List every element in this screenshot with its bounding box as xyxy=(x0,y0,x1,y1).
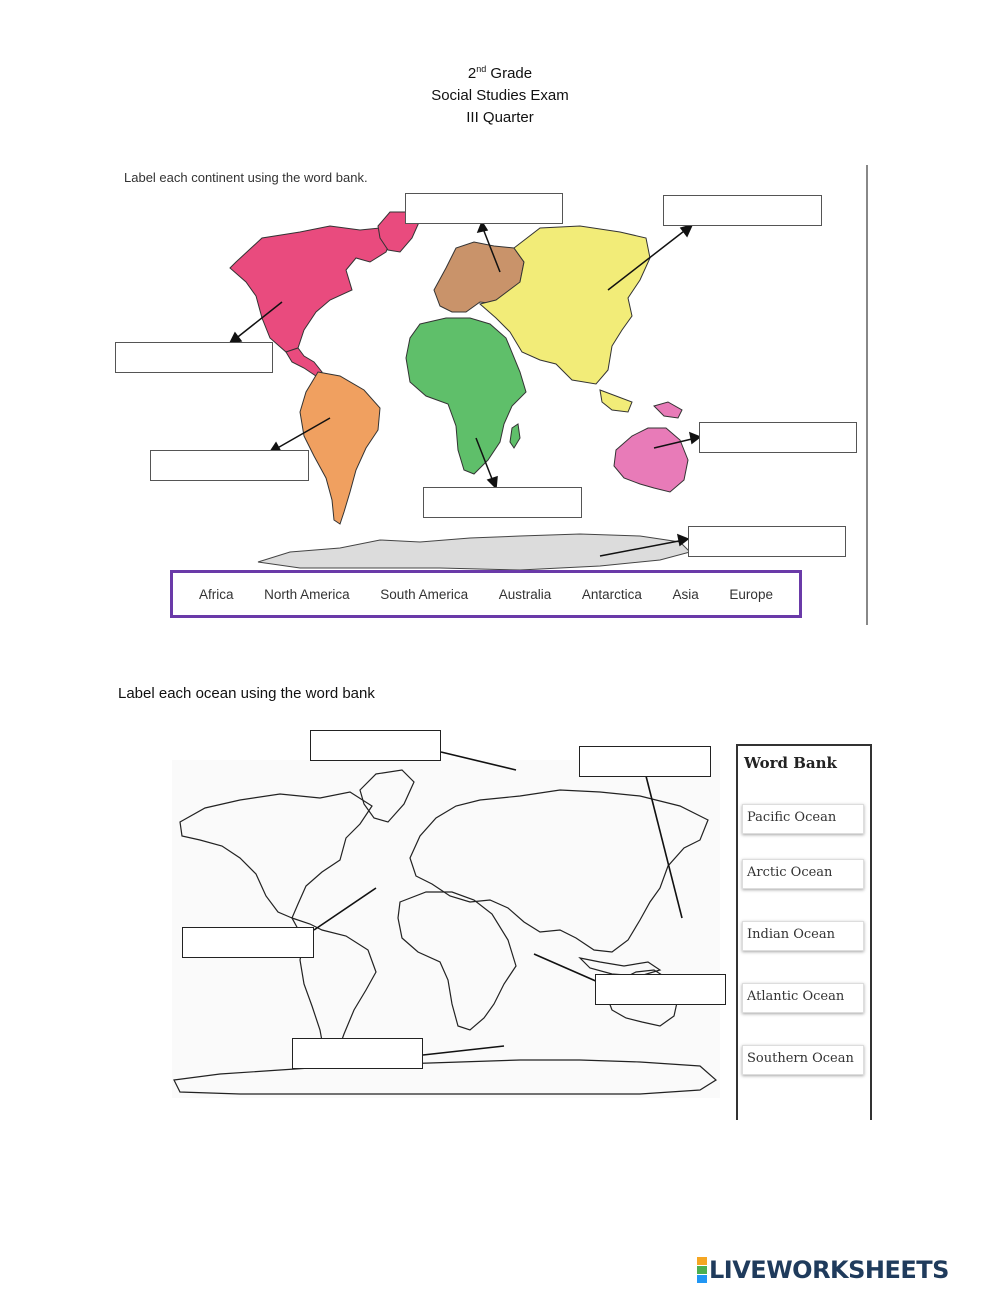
exam-title: Social Studies Exam xyxy=(431,87,569,104)
continents-instruction: Label each continent using the word bank. xyxy=(124,170,368,185)
word-arctic-ocean: Arctic Ocean xyxy=(742,859,864,889)
word-indian-ocean: Indian Ocean xyxy=(742,921,864,951)
word-southern-ocean: Southern Ocean xyxy=(742,1045,864,1075)
logo-text: LIVEWORKSHEETS xyxy=(709,1256,949,1284)
ocean-answer-box-arctic[interactable] xyxy=(310,730,441,761)
word-atlantic-ocean: Atlantic Ocean xyxy=(742,983,864,1013)
liveworksheets-logo xyxy=(697,1253,949,1287)
word-north-america: North America xyxy=(264,586,350,602)
word-bank-title: Word Bank xyxy=(744,754,837,772)
word-australia: Australia xyxy=(498,586,552,602)
ocean-answer-box-pacific[interactable] xyxy=(579,746,711,777)
ocean-answer-box-indian[interactable] xyxy=(595,974,726,1005)
grade-line: 2nd Grade xyxy=(467,64,533,82)
word-europe: Europe xyxy=(729,586,773,602)
logo-blocks-icon xyxy=(697,1257,707,1283)
word-asia: Asia xyxy=(672,586,699,602)
ocean-answer-box-southern[interactable] xyxy=(292,1038,423,1069)
word-africa: Africa xyxy=(199,586,234,602)
oceans-instruction: Label each ocean using the word bank xyxy=(118,685,375,702)
ocean-word-bank xyxy=(736,744,872,1120)
quarter-label: III Quarter xyxy=(466,109,534,126)
ocean-answer-box-atlantic[interactable] xyxy=(182,927,314,958)
word-antarctica: Antarctica xyxy=(581,586,642,602)
word-pacific-ocean: Pacific Ocean xyxy=(742,804,864,834)
word-south-america: South America xyxy=(380,586,469,602)
